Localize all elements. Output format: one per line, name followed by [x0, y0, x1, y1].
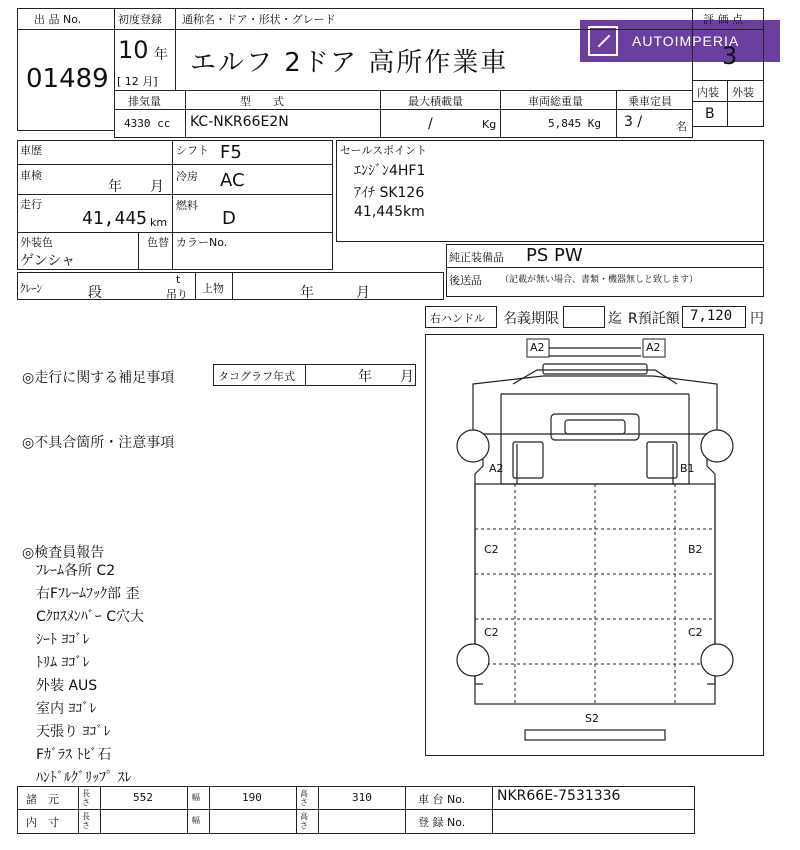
- mark-c2-left-mid: C2: [484, 543, 499, 556]
- inspector-line-6: 外装 AUS: [36, 678, 98, 694]
- mileage-value: 41,445: [82, 208, 148, 229]
- width-label: 幅: [192, 793, 200, 802]
- mileage-unit: km: [150, 216, 168, 229]
- max-load-unit: Kg: [482, 118, 497, 131]
- inner-dim-label: 内 寸: [26, 816, 59, 829]
- registration-label: 登 録 No.: [418, 816, 466, 829]
- inspector-line-9: Fｶﾞﾗｽ ﾄﾋﾞ石: [36, 747, 112, 763]
- width-value: 190: [242, 791, 262, 804]
- mark-b2-right-mid: B2: [688, 543, 703, 556]
- mark-c2-left-low: C2: [484, 626, 499, 639]
- shift-label: シフト: [176, 144, 209, 157]
- sales-point-1: ｴﾝｼﾞﾝ4HF1: [354, 163, 426, 179]
- driving-notes-label: ◎走行に関する補足事項: [22, 370, 175, 386]
- max-load-label: 最大積載量: [408, 95, 463, 108]
- mark-a2-left: A2: [489, 462, 504, 475]
- max-load-value: /: [428, 116, 433, 132]
- inspection-value: 年 月: [108, 179, 164, 195]
- crane-label: ｸﾚｰﾝ: [20, 282, 42, 295]
- inspector-line-2: 右Fﾌﾚｰﾑﾌｯｸ部 歪: [36, 586, 140, 602]
- history-label: 車歴: [20, 144, 42, 157]
- upper-value: 年 月: [300, 285, 370, 301]
- inspection-label: 車検: [20, 169, 42, 182]
- truck-diagram: [425, 334, 764, 756]
- chassis-label: 車 台 No.: [418, 793, 466, 806]
- model-label: 型 式: [240, 95, 284, 108]
- displacement-label: 排気量: [128, 95, 161, 108]
- mark-c2-right-low: C2: [688, 626, 703, 639]
- recycle-unit: 円: [750, 311, 764, 327]
- color-value: ゲンシャ: [20, 253, 76, 269]
- displacement-value: 4330 cc: [124, 117, 171, 130]
- ac-label: 冷房: [176, 170, 198, 183]
- mark-b1-right: B1: [680, 462, 695, 475]
- crane-row: [17, 272, 444, 300]
- tacho-label: タコグラフ年式: [218, 370, 295, 383]
- year-value: 10: [118, 36, 149, 64]
- logo-text: AUTOIMPERIA: [632, 33, 740, 49]
- spec-label-row: [114, 90, 693, 110]
- chassis-value: NKR66E-7531336: [497, 788, 621, 804]
- height-label: 高さ: [300, 789, 308, 807]
- accessory-note: （記載が無い場合、書類・機器無しと致します）: [500, 275, 699, 285]
- lot-number: 01489: [26, 64, 109, 94]
- inspector-line-3: Cｸﾛｽﾒﾝﾊﾞｰ C穴大: [36, 609, 145, 625]
- inspector-report-label: ◎検査員報告: [22, 545, 105, 561]
- lot-label: 出 品 No.: [34, 13, 82, 26]
- capacity-value: 3 /: [624, 114, 643, 130]
- first-reg-label: 初度登録: [118, 13, 162, 26]
- crane-lift-t: t: [176, 273, 181, 286]
- inspector-line-8: 天張り ﾖｺﾞﾚ: [36, 724, 111, 740]
- sales-point-3: 41,445km: [354, 204, 425, 220]
- gross-weight-value: 5,845 Kg: [548, 117, 601, 130]
- length-value: 552: [133, 791, 153, 804]
- inner-height-label: 高さ: [300, 812, 308, 830]
- mark-a2-left-top: A2: [530, 341, 545, 354]
- mileage-label: 走行: [20, 198, 42, 211]
- month-bracket: [ 12 月]: [117, 75, 158, 88]
- mark-s2-bottom: S2: [585, 712, 599, 725]
- vehicle-name: エルフ 2ドア 高所作業車: [190, 48, 509, 78]
- interior-grade: B: [705, 106, 715, 122]
- name-label: 通称名・ドア・形状・グレード: [182, 13, 336, 26]
- ac-value: AC: [220, 170, 245, 191]
- sales-point-label: セールスポイント: [340, 144, 428, 157]
- fuel-value: D: [222, 208, 236, 229]
- height-value: 310: [352, 791, 372, 804]
- crane-stage: 段: [88, 285, 102, 301]
- inspector-line-5: ﾄﾘﾑ ﾖｺﾞﾚ: [36, 655, 90, 671]
- equip-value: PS PW: [526, 245, 583, 266]
- spec-dim-label: 諸 元: [26, 793, 59, 806]
- score-value: 3: [722, 42, 738, 70]
- inspector-line-7: 室内 ﾖｺﾞﾚ: [36, 701, 97, 717]
- inspector-line-4: ｼｰﾄ ﾖｺﾞﾚ: [36, 632, 90, 648]
- color-label: 外装色: [20, 236, 53, 249]
- defect-notes-label: ◎不具合箇所・注意事項: [22, 435, 175, 451]
- length-label: 長さ: [82, 789, 90, 807]
- fuel-label: 燃料: [176, 199, 198, 212]
- inspector-line-10: ﾊﾝﾄﾞﾙｸﾞﾘｯﾌﾟ ｽﾚ: [36, 770, 132, 786]
- steering-value: 右ハンドル: [430, 312, 485, 325]
- model-value: KC-NKR66E2N: [190, 114, 289, 130]
- score-label: 評 価 点: [703, 13, 743, 26]
- interior-label: 内装: [697, 86, 719, 99]
- capacity-label: 乗車定員: [628, 95, 672, 108]
- color-no-label: カラーNo.: [176, 236, 228, 249]
- until-label: 迄: [608, 311, 622, 327]
- deadline-box: [563, 306, 605, 328]
- accessory-label: 後送品: [449, 274, 482, 287]
- exterior-grade-cell: [727, 101, 764, 127]
- equip-label: 純正装備品: [449, 251, 504, 264]
- mark-a2-right-top: A2: [646, 341, 661, 354]
- recycle-label: R預託額: [628, 311, 680, 327]
- sales-point-2: ｱｲﾁ SK126: [354, 185, 425, 201]
- deadline-label: 名義期限: [503, 311, 559, 327]
- capacity-unit: 名: [676, 120, 687, 133]
- year-unit: 年: [154, 47, 168, 63]
- color-change-label: 色替: [147, 236, 169, 249]
- gross-weight-label: 車両総重量: [528, 95, 583, 108]
- exterior-label: 外装: [732, 86, 754, 99]
- shift-value: F5: [220, 142, 242, 163]
- upper-label: 上物: [202, 282, 224, 295]
- inner-width-label: 幅: [192, 816, 200, 825]
- recycle-value: 7,120: [690, 308, 733, 324]
- crane-lift: 吊り: [166, 288, 188, 301]
- inspector-line-1: ﾌﾚｰﾑ各所 C2: [36, 563, 116, 579]
- inner-length-label: 長さ: [82, 812, 90, 830]
- tacho-value: 年 月: [358, 369, 414, 385]
